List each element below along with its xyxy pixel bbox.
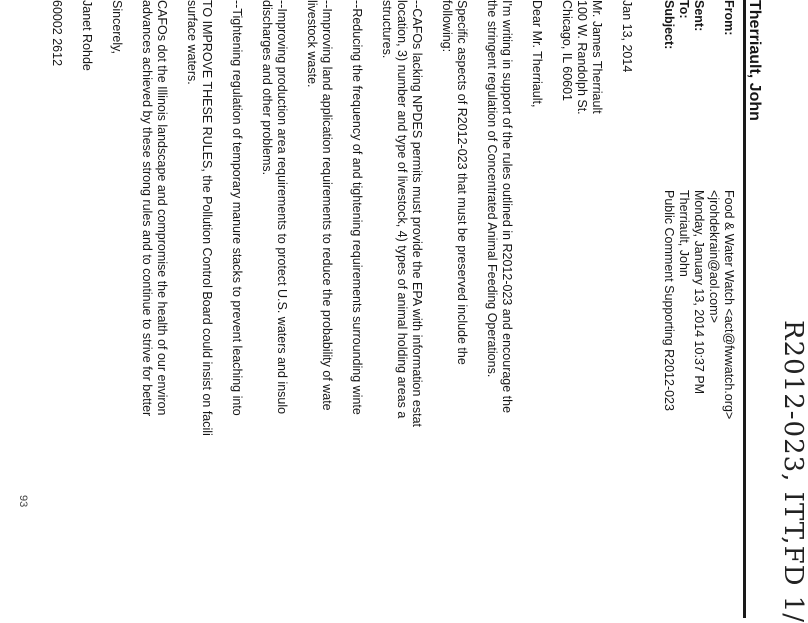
item-1-line-2: location, 3) number and type of livestock, 4) types of animal holding areas a bbox=[395, 0, 409, 419]
page-number: 93 bbox=[17, 495, 29, 508]
subject-value: Public Comment Supporting R2012-023 bbox=[662, 190, 676, 411]
subject-label: Subject: bbox=[662, 0, 676, 50]
to-label: To: bbox=[677, 0, 691, 19]
closing-line-1: CAFOs dot the Illinois landscape and compromise the health of our environ bbox=[155, 0, 169, 416]
item-2-line-1: --Reducing the frequency of and tightening requirements surrounding winte bbox=[350, 0, 364, 415]
sender-name: Therriault, John bbox=[746, 0, 763, 121]
item-3-line-2: livestock waste. bbox=[305, 0, 319, 88]
item-1-line-3: structures. bbox=[380, 0, 394, 59]
closing-line-2: advances achieved by these strong rules and to continue to strive for better bbox=[140, 0, 154, 417]
item-3-line-1: --Improving land application requirements to reduce the probability of wate bbox=[320, 0, 334, 411]
from-value: Food & Water Watch <act@fwwatch.org> bbox=[722, 190, 736, 420]
signer-zip: 60002 2612 bbox=[50, 0, 64, 67]
to-value: Therriault, John bbox=[677, 190, 691, 277]
sent-value: Monday, January 13, 2014 10:37 PM bbox=[692, 190, 706, 395]
item-4-line-2: discharges and other problems. bbox=[260, 0, 274, 176]
item-1-line-1: --CAFOs lacking NPDES permits must provide the EPA with information estat bbox=[410, 0, 424, 428]
address-line-3: Chicago, IL 60601 bbox=[560, 0, 574, 102]
address-line-2: 100 W. Randolph St. bbox=[575, 0, 589, 115]
header-divider bbox=[743, 0, 746, 618]
improve-line-2: surface waters. bbox=[185, 0, 199, 85]
intro-line-2: the stringent regulation of Concentrated Animal Feeding Operations. bbox=[485, 0, 499, 378]
salutation: Dear Mr. Therriault, bbox=[530, 0, 544, 108]
signoff: Sincerely, bbox=[110, 0, 124, 54]
intro-line-1: I'm writing in support of the rules outlined in R2012-023 and encourage the bbox=[500, 0, 514, 414]
specific-line-1: Specific aspects of R2012-023 that must be preserved include the bbox=[455, 0, 469, 365]
from-label: From: bbox=[722, 0, 736, 36]
from-value-email: <jrohdekrain@aol.com> bbox=[707, 190, 721, 323]
signer-name: Janet Rohde bbox=[80, 0, 94, 71]
item-4-line-1: --Improving production area requirements to protect U.S. waters and insulo bbox=[275, 0, 289, 415]
sent-label: Sent: bbox=[692, 0, 706, 32]
letter-date: Jan 13, 2014 bbox=[620, 0, 634, 73]
address-line-1: Mr. James Therriault bbox=[590, 0, 604, 114]
item-5-line-1: --Tightening regulation of temporary manure stacks to prevent leaching into bbox=[230, 0, 244, 416]
specific-line-2: following: bbox=[440, 0, 454, 53]
document-number: R2012-023, ITT,FD 1/ bbox=[778, 320, 808, 623]
improve-line-1: TO IMPROVE THESE RULES, the Pollution Control Board could insist on facili bbox=[200, 0, 214, 436]
